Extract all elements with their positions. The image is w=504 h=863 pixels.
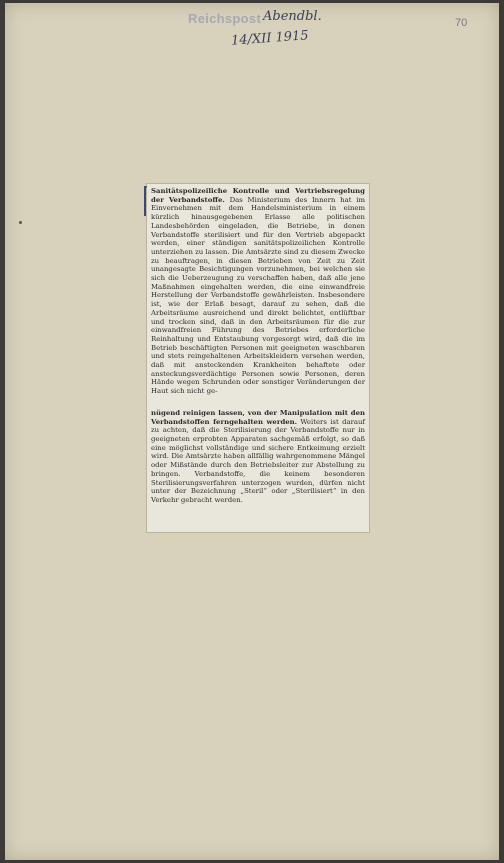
article-paragraph-2 — [151, 409, 365, 505]
article-text-2: Weiters ist darauf zu achten, daß die Sterilisierung der Verbandstoffe nur in geeigneten erprobten Apparaten sachgemäß erfolgt, so daß eine möglichst vollständige und sichere Entkeimung erzielt wird. Die Amtsärzte haben allfällig wahrgenommene Mängel oder Mißstände durch den Betriebsleiter zur Abstellung zu bringen. Verbandstoffe, die keinem besonderen Sterilisierungsverfahren unterzogen wurden, dürfen nicht unter der Bezeichnung „Steril“ oder „Sterilisiert“ in den Verkehr gebracht werden. — [151, 417, 365, 504]
newspaper-clipping — [147, 184, 369, 532]
article-lead-2: nügend reinigen lassen, von der Manipulation mit den Verbandstoffen ferngehalten werden. — [151, 408, 365, 426]
handwritten-edition-note: Abendbl. — [263, 9, 322, 24]
article-body — [151, 187, 365, 505]
article-text-1: Das Ministerium des Innern hat im Einvernehmen mit dem Handelsministerium in einem kürzlich hinausgegebenen Erlasse alle politischen Landesbehörden eingeladen, die Betriebe, in denen Verbandstoffe sterilisiert und für den Vertrieb abgepackt werden, einer ständigen sanitätspolizeilichen Kontrolle unterziehen zu lassen. Die Amtsärzte sind zu diesem Zwecke zu beauftragen, in diesen Betrieben von Zeit zu Zeit unangesagte Besichtigungen vorzunehmen, bei welchen sie sich die Ueberzeugung zu verschaffen haben, daß alle jene Maßnahmen eingehalten werden, die eine einwandfreie Herstellung der Verbandstoffe gewährleisten. Insbesondere ist, wie der Erlaß besagt, darauf zu sehen, daß die Arbeitsräume ausreichend und direkt belichtet, entlüftbar und trocken sind, daß in den Arbeitsräumen für die zur einwandfreien Führung des Betriebes erforderliche Reinhaltung und Entstaubung vorgesorgt wird, daß die im Betrieb beschäftigten Personen mit geeigneten waschbaren und stets reingehaltenen Arbeitskleidern versehen werden, daß mit ansteckenden Krankheiten behaftete oder ansteckungsverdächtige Personen sowie Personen, deren Hände wegen Schrunden oder sonstiger Veränderungen der Haut sich nicht ge- — [151, 195, 365, 396]
handwritten-date: 14/XII 1915 — [230, 28, 310, 49]
article-title: Sanitätspolizeiliche Kontrolle und Vertriebsregelung der Verbandstoffe. — [151, 187, 365, 204]
article-paragraph-1 — [151, 187, 365, 396]
newspaper-stamp: Reichspost — [188, 11, 262, 26]
column-break — [151, 396, 365, 409]
page-number: 70 — [455, 17, 468, 29]
margin-mark — [19, 221, 22, 224]
